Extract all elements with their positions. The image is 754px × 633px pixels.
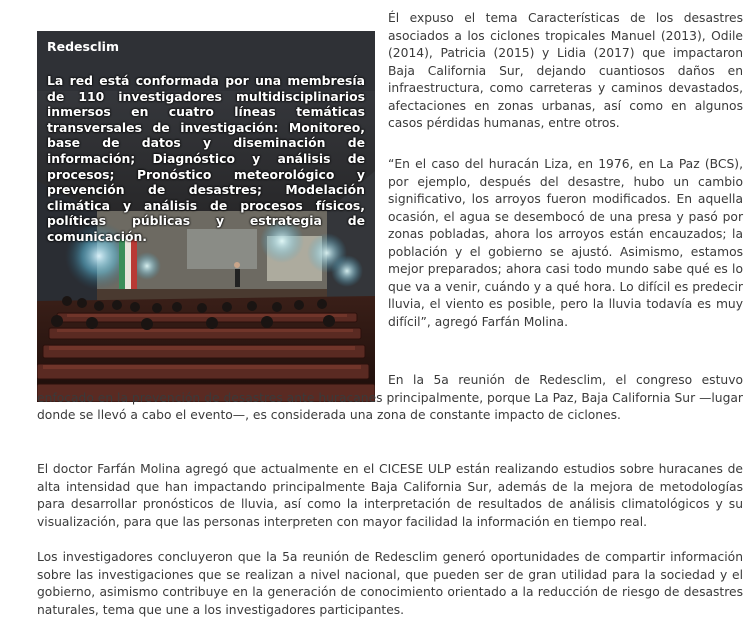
article-paragraph: Los investigadores concluyeron que la 5a reunión de Redesclim generó oportunidades de compartir información sobre las investigaciones que se realizan a nivel nacional, que pueden ser de gran utilidad para la sociedad y el gobierno, asimismo contribuye en la generación de conocimiento orientado a la reducción de riesgo de desastres naturales, tema que une a los investigadores participantes. xyxy=(37,550,743,617)
conference-photo xyxy=(37,31,375,402)
photo-overlay xyxy=(37,31,375,245)
article-quote-paragraph: “En el caso del huracán Liza, en 1976, en La Paz (BCS), por ejemplo, después del desastre, hubo un cambio significativo, los arroyos fueron modificados. En aquella ocasión, el agua se desembocó de una presa y pasó por zonas pobladas, ahora los arroyos están encauzados; la población y el gobierno se ajustó. Asimismo, estamos mejor preparados; ahora casi todo mundo sabe qué es lo que va a venir, cuándo y a qué hora. Lo difícil es predecir lluvia, el viento es posible, pero la lluvia todavía es muy difícil”, agregó Farfán Molina. xyxy=(388,157,743,329)
article-paragraph: El doctor Farfán Molina agregó que actualmente en el CICESE ULP están realizando estudios sobre huracanes de alta intensidad que han impactando principalmente Baja California Sur, además de la mejora de metodologías para desarrollar pronósticos de lluvia, así como la interpretación de resultados de análisis climatológicos y su visualización, para que las personas interpreten con mayor facilidad la información en tiempo real. xyxy=(37,462,743,529)
photo-caption: La red está conformada por una membresía de 110 investigadores multidisciplinarios inmersos en cuatro líneas temáticas transversales de investigación: Monitoreo, base de datos y diseminación de información; Diagnóstico y análisis de procesos; Pronóstico meteorológico y prevención de desastres; Modelación climática y análisis de procesos físicos, políticas públicas y estrategia de comunicación. xyxy=(47,73,365,244)
article-paragraph: Él expuso el tema Características de los desastres asociados a los ciclones tropicales Manuel (2013), Odile (2014), Patricia (2015) y Lidia (2017) que impactaron Baja California Sur, dejando cuantiosos daños en infraestructura, como carreteras y caminos devastados, afectaciones en zonas urbanas, así como en algunos casos pérdidas humanas, entre otros. xyxy=(388,11,743,130)
photo-title: Redesclim xyxy=(47,39,119,54)
article-paragraph: En la 5a reunión de Redesclim, el congreso estuvo enfocado en la prevención de desastres ante huracanes principalmente, porque La Paz, Baja California Sur —lugar donde se llevó a cabo el evento—, es considerada una zona de constante impacto de ciclones. xyxy=(37,373,743,422)
